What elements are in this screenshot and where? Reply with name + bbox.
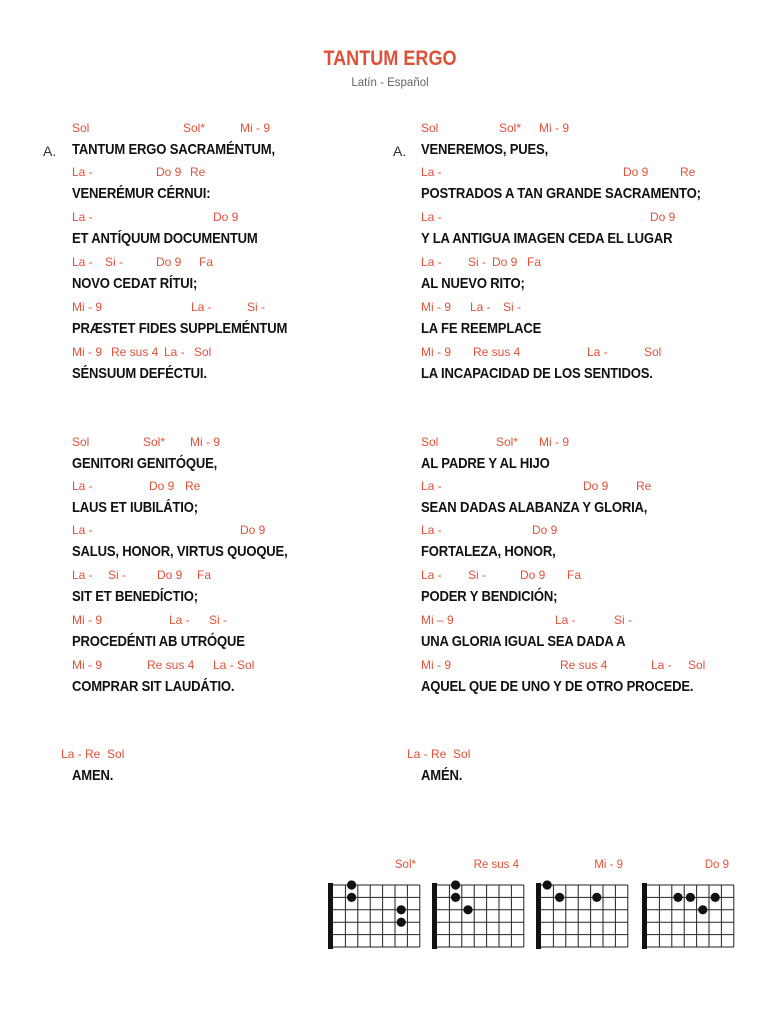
chord-label: Re sus 4 [147,658,195,672]
chord-label: La - Re Sol [61,747,125,761]
chord-label: Do 9 [213,210,239,224]
chord-label: Do 9 [149,479,175,493]
lyric-line: PODER Y BENDICIÓN; [421,588,558,605]
chord-label: Si - [105,255,123,269]
chord-diagram-label: Sol* [394,859,416,871]
chord-label: Sol* [499,121,522,135]
chord-diagram-dot [686,893,695,902]
chord-label: Do 9 [583,479,609,493]
chord-label: La - [72,210,93,224]
chord-label: La - [421,255,442,269]
chord-label: Re sus 4 [111,345,159,359]
chord-label: Mi - 9 [539,435,569,449]
lyric-line: TANTUM ERGO SACRAMÉNTUM, [72,141,275,158]
chord-diagram-dot [698,905,707,914]
chord-diagram-mi-9 [536,880,626,956]
chord-label: Sol [72,121,90,135]
chord-label: La - [421,165,442,179]
chord-label: Si - [614,613,632,627]
chord-label: Sol* [183,121,206,135]
chord-label: La - [72,479,93,493]
chord-diagram-dot [451,893,460,902]
chord-diagram-dot [463,905,472,914]
chord-label: Mi - 9 [539,121,569,135]
chord-label: Mi - 9 [421,300,451,314]
chord-label: La - Re Sol [407,747,471,761]
lyric-line: AMÉN. [421,767,463,784]
lyric-line: AQUEL QUE DE UNO Y DE OTRO PROCEDE. [421,678,694,695]
chord-diagram-nut [642,883,647,949]
chord-label: La - [169,613,190,627]
chord-label: Mi - 9 [421,658,451,672]
chord-diagram-dot [592,893,601,902]
lyric-line: FORTALEZA, HONOR, [421,543,556,560]
chord-label: La - [72,255,93,269]
chord-label: Do 9 [492,255,518,269]
chord-label: Re sus 4 [560,658,608,672]
lyric-line: GENITORI GENITÓQUE, [72,455,218,472]
chord-label: Mi - 9 [190,435,220,449]
chord-label: Re [680,165,696,179]
chord-label: Do 9 [240,523,266,537]
chord-diagram-dot [555,893,564,902]
chord-label: La - [421,479,442,493]
lyric-line: AMEN. [72,767,114,784]
chord-label: Si - [468,568,486,582]
chord-label: Do 9 [650,210,676,224]
chord-label: La - [555,613,576,627]
chord-label: Do 9 [520,568,546,582]
chord-label: Fa [527,255,542,269]
chord-diagram-nut [536,883,541,949]
chord-label: La - Sol [213,658,255,672]
chord-diagram-dot [347,880,356,889]
lyric-line: SÉNSUUM DEFÉCTUI. [72,365,207,382]
page-subtitle: Latín - Español [351,77,429,89]
lyric-line: COMPRAR SIT LAUDÁTIO. [72,678,235,695]
chord-label: La - [164,345,185,359]
chord-label: Do 9 [157,568,183,582]
lyric-line: POSTRADOS A TAN GRANDE SACRAMENTO; [421,185,701,202]
chord-diagram-nut [328,883,333,949]
chord-label: Sol [688,658,706,672]
chord-label: Fa [567,568,582,582]
chord-diagram-dot [711,893,720,902]
chord-diagram-label: Mi - 9 [594,859,623,871]
chord-label: Do 9 [156,165,182,179]
chord-label: Sol [421,121,439,135]
lyric-line: UNA GLORIA IGUAL SEA DADA A [421,633,626,650]
chord-label: Si - [108,568,126,582]
chord-label: Re [185,479,201,493]
chord-label: Fa [197,568,212,582]
chord-label: Si - [468,255,486,269]
lyric-line: PRÆSTET FIDES SUPPLEMÉNTUM [72,320,288,337]
chord-label: Sol* [496,435,519,449]
chord-diagram-sol-star [328,880,418,956]
lyric-line: Y LA ANTIGUA IMAGEN CEDA EL LUGAR [421,230,673,247]
chord-diagram-label: Re sus 4 [473,859,519,871]
chord-label: Sol* [143,435,166,449]
chord-label: Sol [421,435,439,449]
chord-label: La - [421,568,442,582]
chord-diagram-re-sus4 [432,880,522,956]
chord-label: Re [636,479,652,493]
chord-label: La - [421,210,442,224]
chord-label: Mi – 9 [421,613,454,627]
lyric-line: LAUS ET IUBILÁTIO; [72,499,198,516]
lyric-line: AL NUEVO RITO; [421,275,525,292]
page-title: TANTUM ERGO [323,47,457,70]
chord-diagram-dot [397,905,406,914]
lyric-line: SEAN DADAS ALABANZA Y GLORIA, [421,499,648,516]
lyric-line: LA FE REEMPLACE [421,320,542,337]
lyric-line: ET ANTÍQUUM DOCUMENTUM [72,230,258,247]
chord-label: Mi - 9 [240,121,270,135]
chord-label: Si - [503,300,521,314]
lyric-line: VENEREMOS, PUES, [421,141,549,158]
chord-label: Fa [199,255,214,269]
chord-label: La - [470,300,491,314]
chord-label: Mi - 9 [72,613,102,627]
chord-label: Do 9 [532,523,558,537]
chord-diagram-dot [543,880,552,889]
chord-label: Mi - 9 [421,345,451,359]
chord-label: Mi - 9 [72,300,102,314]
chord-label: La - [72,568,93,582]
chord-label: Sol [194,345,212,359]
chord-label: Si - [247,300,265,314]
lyric-line: VENERÉMUR CÉRNUI: [72,185,211,202]
chord-label: Mi - 9 [72,345,102,359]
lyric-line: AL PADRE Y AL HIJO [421,455,550,472]
chord-label: Do 9 [156,255,182,269]
chord-label: Si - [209,613,227,627]
chord-label: Sol [644,345,662,359]
lyric-line: NOVO CEDAT RÍTUI; [72,275,198,292]
chord-diagram-dot [397,918,406,927]
chord-label: La - [72,523,93,537]
chord-diagram-nut [432,883,437,949]
chord-diagram-dot [673,893,682,902]
chord-label: Re sus 4 [473,345,521,359]
chord-label: Do 9 [623,165,649,179]
lyric-line: PROCEDÉNTI AB UTRÓQUE [72,633,245,650]
chord-label: La - [72,165,93,179]
chord-label: La - [651,658,672,672]
chord-label: La - [191,300,212,314]
chord-diagram-dot [451,880,460,889]
chord-label: La - [587,345,608,359]
chord-label: La - [421,523,442,537]
chord-diagram-do-9 [642,880,732,956]
lyric-line: SIT ET BENEDÍCTIO; [72,588,198,605]
chord-label: Mi - 9 [72,658,102,672]
lyric-line: SALUS, HONOR, VIRTUS QUOQUE, [72,543,288,560]
section-label: A. [393,143,407,159]
chord-diagram-dot [347,893,356,902]
chord-label: Sol [72,435,90,449]
chord-diagram-label: Do 9 [704,859,729,871]
lyric-line: LA INCAPACIDAD DE LOS SENTIDOS. [421,365,653,382]
section-label: A. [43,143,57,159]
chord-label: Re [190,165,206,179]
